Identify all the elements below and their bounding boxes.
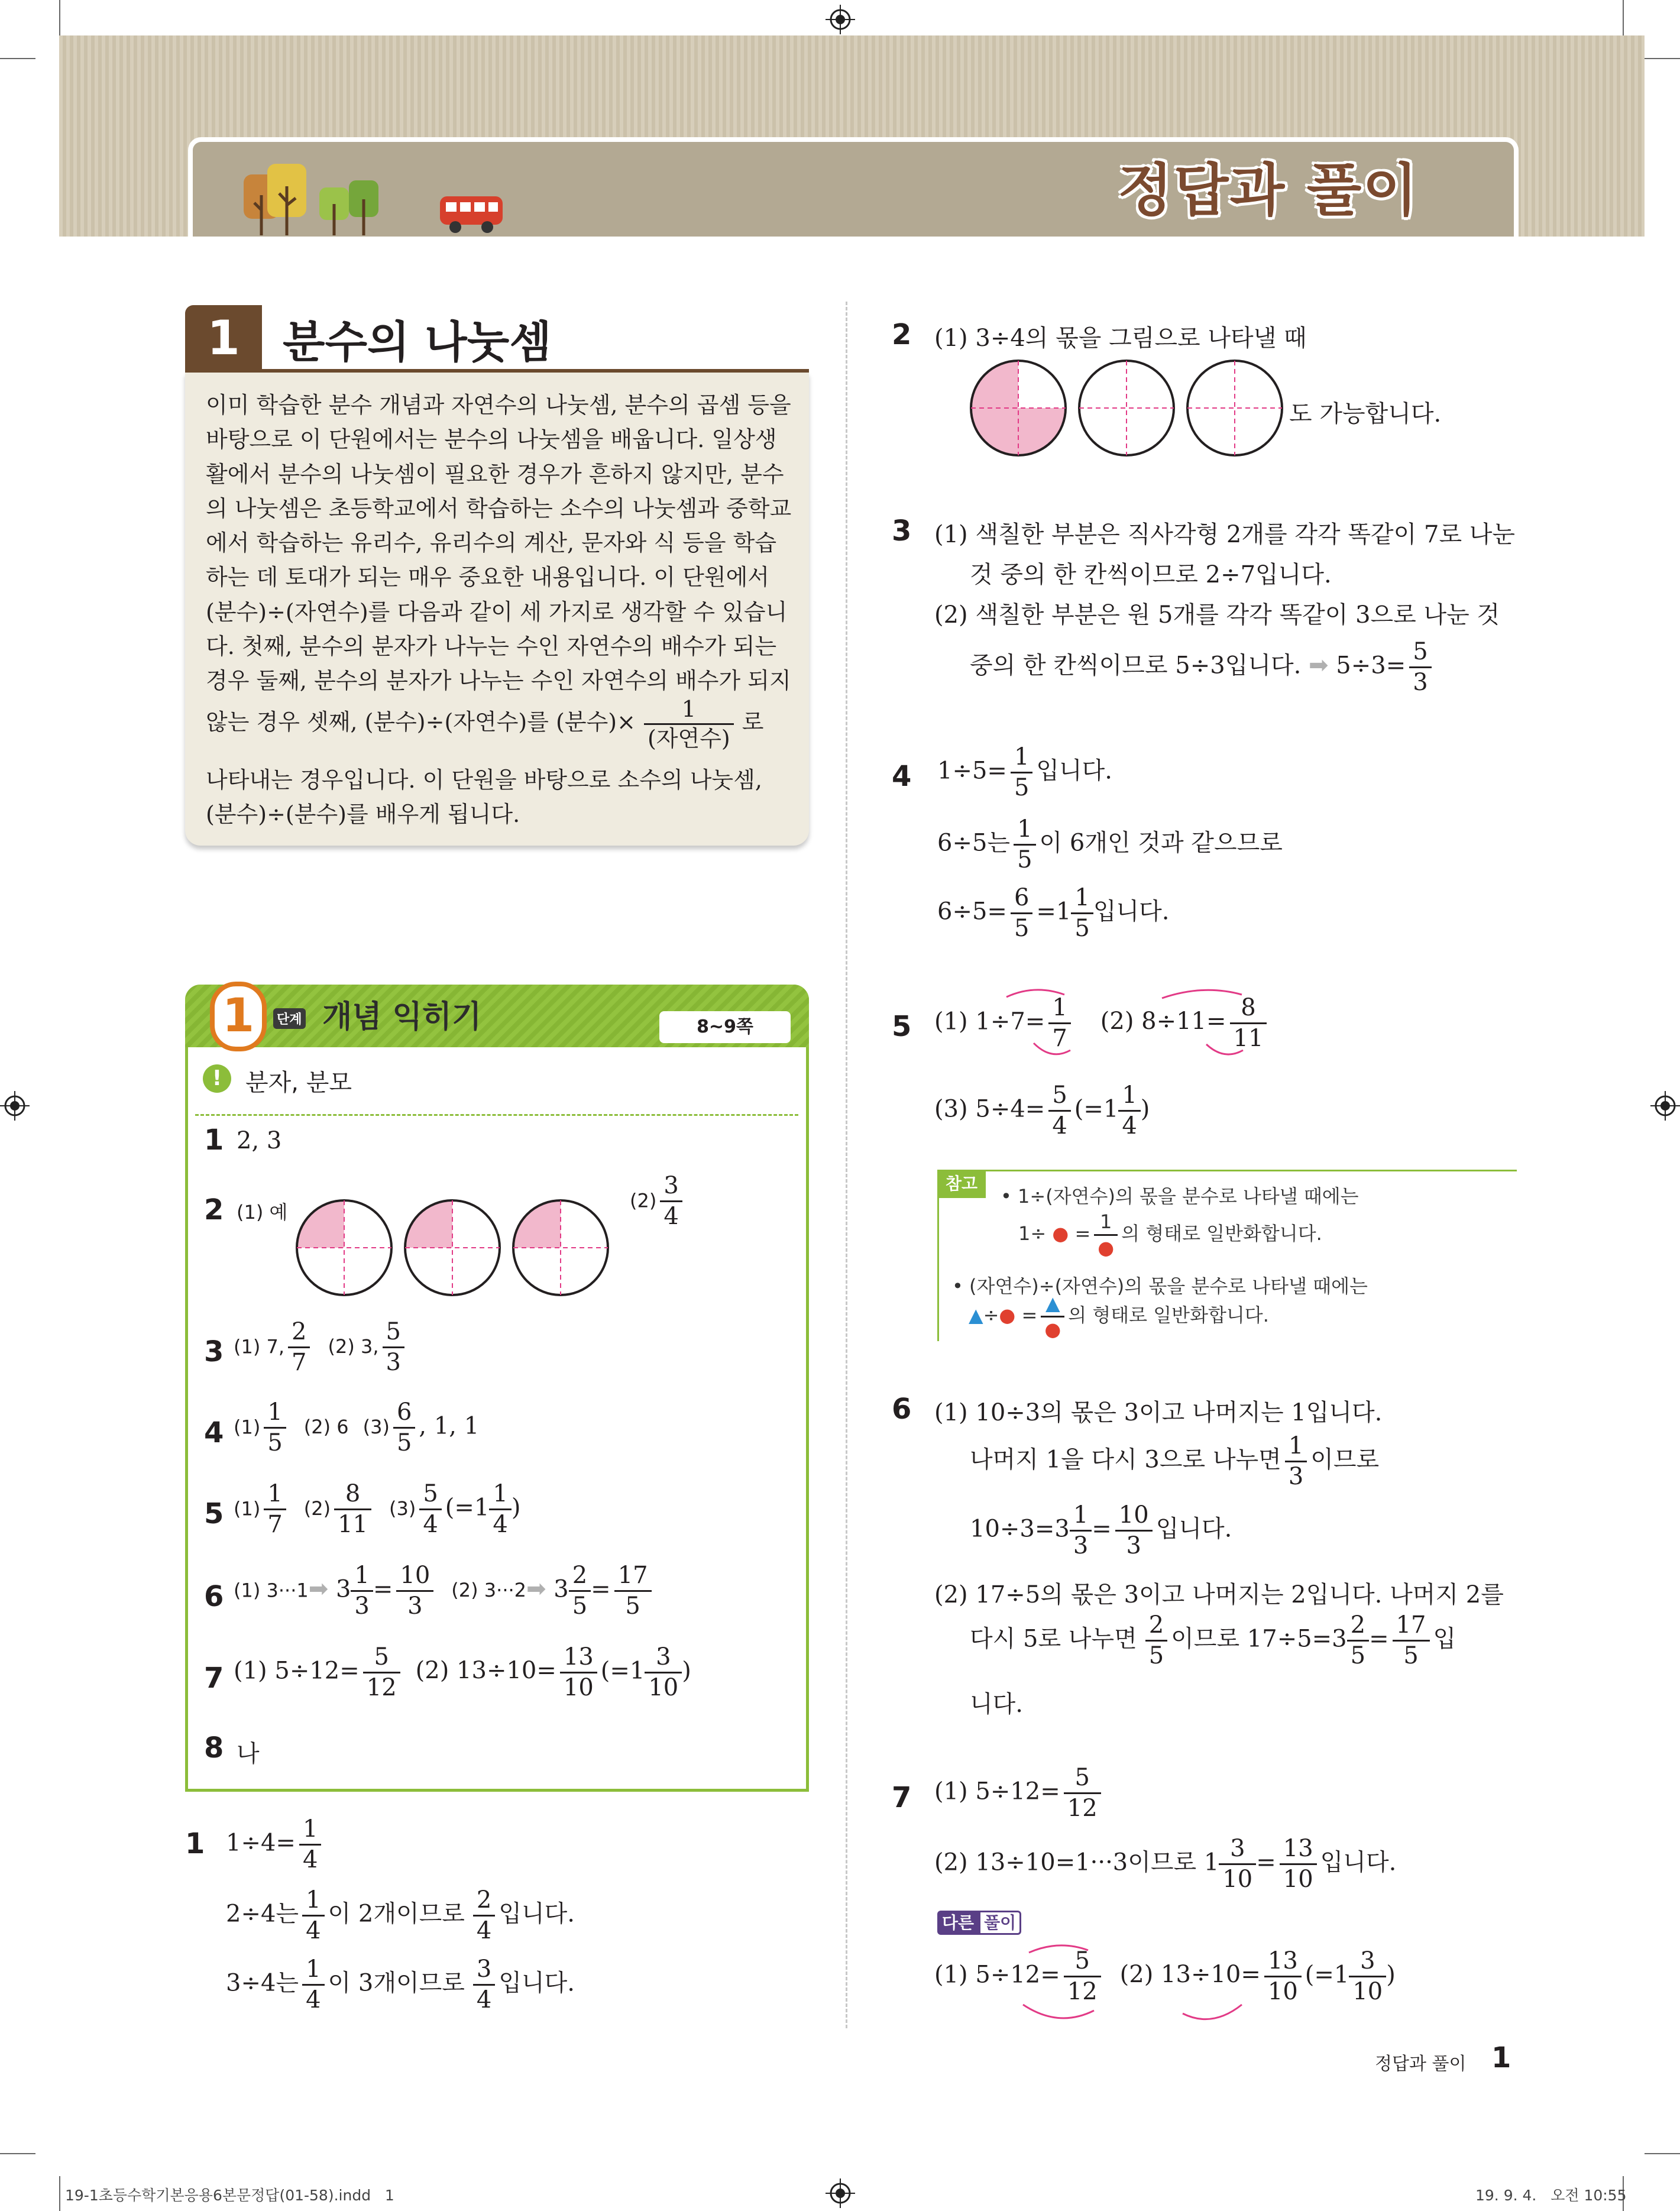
- arrow-curves: [1005, 1940, 1313, 2028]
- circle-icon: ●: [999, 1304, 1016, 1327]
- sol3-line1: (1) 색칠한 부분은 직사각형 2개를 각각 똑같이 7로 나눈: [934, 521, 1516, 548]
- intro-line: 하는 데 토대가 되는 매우 중요한 내용입니다. 이 단원에서: [206, 564, 769, 591]
- sol5-line2: (3) 5÷4= $\frac{5}{4}$ (=1 $\frac{1}{4}$ ): [934, 1082, 1150, 1140]
- registration-mark-icon: [826, 2178, 855, 2208]
- registration-mark-icon: [826, 5, 855, 34]
- q-num: 1: [204, 1124, 224, 1157]
- intro-line: (분수)÷(분수)를 배우게 됩니다.: [206, 801, 520, 827]
- footer-label: 정답과 풀이: [1375, 2054, 1467, 2074]
- arrow-curves: [999, 985, 1307, 1068]
- sol2-line1: (1) 3÷4의 몫을 그림으로 나타낼 때: [934, 325, 1307, 352]
- sol6-line6: 니다.: [970, 1691, 1023, 1718]
- arrow-icon: ➡: [308, 1575, 329, 1603]
- registration-mark-icon: [0, 1091, 30, 1121]
- intro-line: 경우 둘째, 분수의 분자가 나누는 수인 자연수의 배수가 되지: [206, 668, 791, 694]
- intro-line: 나타내는 경우입니다. 이 단원을 바탕으로 소수의 나눗셈,: [206, 767, 762, 793]
- sol7-line1: (1) 5÷12= $\frac{5}{12}$: [934, 1766, 1105, 1821]
- intro-line: 활에서 분수의 나눗셈이 필요한 경우가 흔하지 않지만, 분수: [206, 461, 784, 487]
- intro-line: 에서 학습하는 유리수, 유리수의 계산, 문자와 식 등을 학습: [206, 530, 777, 556]
- trees-icon: [237, 157, 384, 237]
- print-filename: 19-1초등수학기본응용6본문정답(01-58).indd 1: [65, 2187, 394, 2204]
- q-num: 6: [204, 1580, 224, 1613]
- sol7-line2: (2) 13÷10=1···3이므로 1 $\frac{3}{10}$ = $\frac{13}{10}$ 입니다.: [934, 1835, 1397, 1893]
- sol3-line4: 중의 한 칸씩이므로 5÷3입니다. ➡ 5÷3= $\frac{5}{3}$: [970, 640, 1435, 695]
- footer-page-number: 1: [1491, 2041, 1511, 2074]
- sol4-line2: 6÷5는 $\frac{1}{5}$ 이 6개인 것과 같으므로: [937, 815, 1283, 873]
- intro-line: 다. 첫째, 분수의 분자가 나누는 수인 자연수의 배수가 되는: [206, 633, 777, 660]
- exclaim-icon: !: [203, 1064, 231, 1093]
- sol4-line3: 6÷5= $\frac{6}{5}$ =1 $\frac{1}{5}$ 입니다.: [937, 884, 1170, 942]
- q-num: 3: [892, 514, 912, 548]
- note-line3: • (자연수)÷(자연수)의 몫을 분수로 나타낼 때에는: [952, 1275, 1368, 1297]
- triangle-icon: ▲: [969, 1304, 983, 1327]
- sol6-line2: 나머지 1을 다시 3으로 나누면 $\frac{1}{3}$ 이므로: [970, 1432, 1380, 1490]
- sol5-line1: (1) 1÷7= $\frac{1}{7}$ (2) 8÷11= $\frac{8}{11}$: [934, 996, 1270, 1051]
- sol1-line1: 1÷4= $\frac{1}{4}$: [226, 1817, 325, 1872]
- intro-line: 의 나눗셈은 초등학교에서 학습하는 소수의 나눗셈과 중학교: [206, 495, 792, 522]
- registration-mark-icon: [1650, 1091, 1680, 1121]
- note-line4: ▲÷● = $\frac{▲}{●}$ 의 형태로 일반화합니다.: [969, 1292, 1269, 1341]
- q-num: 6: [892, 1393, 912, 1426]
- intro-line: 바탕으로 이 단원에서는 분수의 나눗셈을 배웁니다. 일상생: [206, 426, 777, 453]
- concept-title: 개념 익히기: [322, 999, 482, 1035]
- intro-line: 이미 학습한 분수 개념과 자연수의 나눗셈, 분수의 곱셈 등을: [206, 392, 791, 418]
- pie-circles-alt: [967, 357, 1289, 460]
- answer-6: (1) 3···1➡ 3 $\frac{1}{3}$ = $\frac{10}{3}$ (2) 3···2➡ 3 $\frac{2}{5}$ = $\frac{17}{5}$: [234, 1563, 655, 1618]
- q-num: 5: [204, 1497, 224, 1530]
- q-num: 2: [204, 1193, 224, 1226]
- sol7-line3: (1) 5÷12= $\frac{5}{12}$ (2) 13÷10= $\frac{13}{10}$ (=1 $\frac{3}{10}$ ): [934, 1947, 1396, 2005]
- intro-line-frac: 않는 경우 셋째, (분수)÷(자연수)를 (분수)× $\frac{1}{\text{(자연수)}}$ 로: [206, 696, 764, 752]
- answer-8: 나: [237, 1740, 260, 1767]
- note-line2: 1÷ ● = $\frac{1}{●}$ 의 형태로 일반화합니다.: [1018, 1210, 1322, 1259]
- intro-text: [206, 388, 791, 698]
- step-label: 단계: [273, 1008, 306, 1029]
- q-num: 8: [204, 1731, 224, 1765]
- sol4-line1: 1÷5= $\frac{1}{5}$ 입니다.: [937, 743, 1113, 801]
- column-divider: [846, 302, 847, 2028]
- bus-icon: [439, 194, 504, 234]
- unit-title: 분수의 나눗셈: [283, 317, 552, 368]
- answer-1: 2, 3: [237, 1127, 282, 1154]
- sol1-line3: 3÷4는 $\frac{1}{4}$ 이 3개이므로 $\frac{3}{4}$ 입니다.: [226, 1956, 575, 2013]
- answer-2-1: (1) 예: [237, 1201, 288, 1223]
- note-line1: • 1÷(자연수)의 몫을 분수로 나타낼 때에는: [1001, 1185, 1359, 1208]
- sol6-line4: (2) 17÷5의 몫은 3이고 나머지는 2입니다. 나머지 2를: [934, 1581, 1504, 1608]
- answer-2-2: (2) $\frac{3}{4}$: [630, 1174, 686, 1229]
- circle-icon: ●: [1052, 1222, 1069, 1245]
- q-num: 4: [204, 1416, 224, 1449]
- sol6-line3: 10÷3=3 $\frac{1}{3}$ = $\frac{10}{3}$ 입니다.: [970, 1501, 1232, 1559]
- q-num: 4: [892, 760, 912, 793]
- answer-4: (1) $\frac{1}{5}$ (2) 6 (3) $\frac{6}{5}$ , 1, 1: [234, 1399, 480, 1456]
- sol3-line3: (2) 색칠한 부분은 원 5개를 각각 똑같이 3으로 나눈 것: [934, 601, 1500, 629]
- sol1-line2: 2÷4는 $\frac{1}{4}$ 이 2개이므로 $\frac{2}{4}$ 입니다.: [226, 1886, 575, 1944]
- print-date: 19. 9. 4. 오전 10:55: [1475, 2187, 1627, 2204]
- q-num: 2: [892, 318, 912, 351]
- answer-5: (1) $\frac{1}{7}$ (2) $\frac{8}{11}$ (3) $\frac{5}{4}$ (=1 $\frac{1}{4}$ ): [234, 1480, 521, 1538]
- page-title: 정답과 풀이: [1118, 157, 1419, 224]
- key-answer: 분자, 분모: [245, 1069, 352, 1096]
- arrow-icon: ➡: [526, 1575, 546, 1603]
- sol3-line2: 것 중의 한 칸씩이므로 2÷7입니다.: [970, 561, 1332, 588]
- answer-7: (1) 5÷12= $\frac{5}{12}$ (2) 13÷10= $\frac{13}{10}$ (=1 $\frac{3}{10}$ ): [234, 1643, 691, 1701]
- q-num: 1: [185, 1827, 205, 1860]
- q-num: 7: [892, 1781, 912, 1814]
- sol6-line1: (1) 10÷3의 몫은 3이고 나머지는 1입니다.: [934, 1399, 1383, 1426]
- intro-tail: [206, 763, 762, 831]
- intro-line: (분수)÷(자연수)를 다음과 같이 세 가지로 생각할 수 있습니: [206, 598, 788, 625]
- answer-3: (1) 7, $\frac{2}{7}$ (2) 3, $\frac{5}{3}$: [234, 1320, 408, 1375]
- sol6-line5: 다시 5로 나누면 $\frac{2}{5}$ 이므로 17÷5=3 $\frac{2}{5}$ = $\frac{17}{5}$ 입: [970, 1611, 1456, 1669]
- sol2-line2: 도 가능합니다.: [1289, 400, 1442, 428]
- arrow-icon: ➡: [1309, 652, 1329, 679]
- unit-number-badge: 1: [185, 305, 262, 371]
- q-num: 3: [204, 1335, 224, 1368]
- other-solution-badge: 다른 풀이: [937, 1910, 1021, 1934]
- concept-divider: [195, 1114, 798, 1116]
- q-num: 7: [204, 1662, 224, 1695]
- pages-badge: 8~9쪽: [659, 1011, 791, 1043]
- note-label: 참고: [937, 1170, 986, 1198]
- pie-circles: [293, 1196, 621, 1300]
- q-num: 5: [892, 1010, 912, 1043]
- step-badge: 1: [210, 982, 267, 1051]
